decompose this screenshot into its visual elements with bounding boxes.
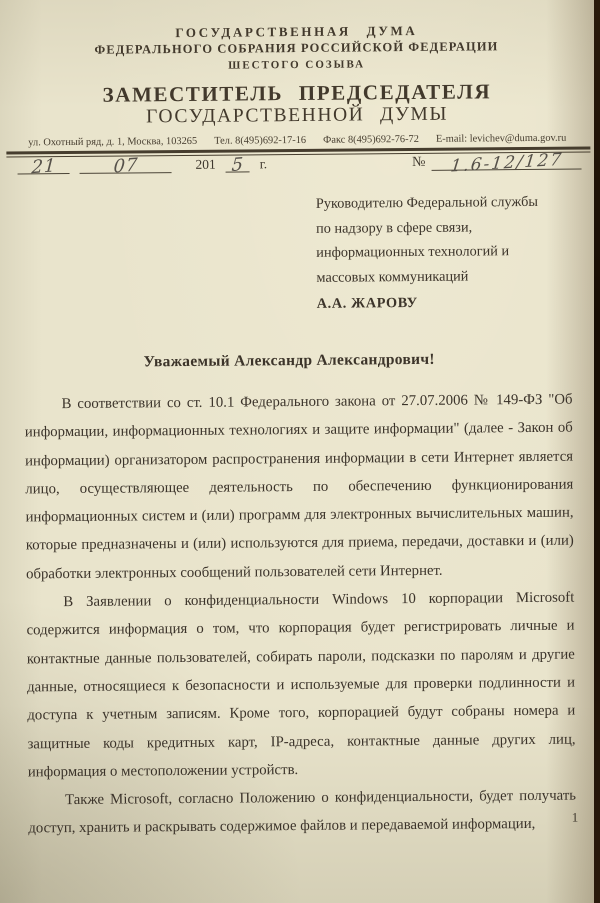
number-sign: № [412, 154, 426, 171]
handwritten-number: 1.6-12/127 [449, 149, 564, 177]
month-blank [79, 148, 171, 178]
photo-dark-edge [594, 0, 600, 903]
org-name-line1: ГОСУДАРСТВЕННАЯ ДУМА [175, 22, 418, 41]
addressee-name: А.А. ЖАРОВУ [316, 294, 418, 312]
salutation: Уважаемый Александр Александрович! [143, 350, 435, 371]
year-suffix: г. [259, 156, 268, 172]
handwritten-year-digit: 5 [230, 153, 245, 177]
page-number: 1 [571, 809, 579, 825]
sender-position-line1: ЗАМЕСТИТЕЛЬ ПРЕДСЕДАТЕЛЯ [102, 79, 492, 107]
contact-phone: Тел. 8(495)692-17-16 [214, 134, 307, 147]
body-paragraph: В соответствии со ст. 10.1 Федерального закона от 27.07.2006 № 149-ФЗ "Об информации, информационных технологиях и защите информации" (далее - Закон об информации) организатором распространения информации в сети Интернет является лицо, осуществляющее деятельность по обеспечению функционирования информационных систем и (или) программ для электронных вычислительных машин, которые предназначены и (или) используются для приема, передачи, доставки и (или) обработки электронных сообщений пользователей сети Интернет. [24, 391, 574, 583]
year-printed: 201 [195, 156, 216, 172]
contact-email: E-mail: levichev@duma.gov.ru [435, 132, 567, 145]
date-fields [17, 147, 268, 179]
org-name-line2: ФЕДЕРАЛЬНОГО СОБРАНИЯ РОССИЙСКОЙ ФЕДЕРАЦИИ [94, 39, 499, 57]
body-paragraph: Также Microsoft, согласно Положению о конфиденциальности, будет получать доступ, хранить и раскрывать содержимое файлов и передаваемой информации, [28, 787, 577, 837]
contact-address: ул. Охотный ряд, д. 1, Москва, 103265 [28, 135, 198, 149]
letterhead [0, 0, 597, 158]
handwritten-month: 07 [112, 154, 139, 178]
day-blank [17, 149, 69, 179]
number-blank [431, 145, 581, 177]
contact-fax: Факс 8(495)692-76-72 [323, 133, 419, 146]
year-blank [226, 147, 250, 177]
addressee-block [316, 190, 567, 317]
addressee-line: массовых коммуникаций [316, 268, 469, 286]
addressee-line: Руководителю Федеральной службы [315, 193, 539, 212]
number-field [412, 145, 582, 177]
addressee-line: по надзору в сфере связи, [315, 218, 473, 237]
addressee-line: информационных технологий и [316, 243, 510, 261]
org-name-line3: ШЕСТОГО СОЗЫВА [228, 58, 366, 72]
letter-body [24, 386, 576, 844]
sender-position-line2: ГОСУДАРСТВЕННОЙ ДУМЫ [146, 103, 449, 128]
handwritten-day: 21 [30, 155, 57, 179]
date-and-number-line [17, 145, 581, 179]
body-paragraph: В Заявлении о конфиденциальности Windows 10 корпорации Microsoft содержится информация о том, что корпорация будет регистрировать личные и контактные данные пользователей, собирать пароли, подсказки по паролям и другие данные, относящиеся к безопасности и используемые для проверки подлинности и доступа к учетным записям. Кроме того, корпорацией будут собраны номера и защитные коды кредитных карт, IP-адреса, контактные данные других лиц, информация о местоположении устройств. [26, 589, 576, 781]
